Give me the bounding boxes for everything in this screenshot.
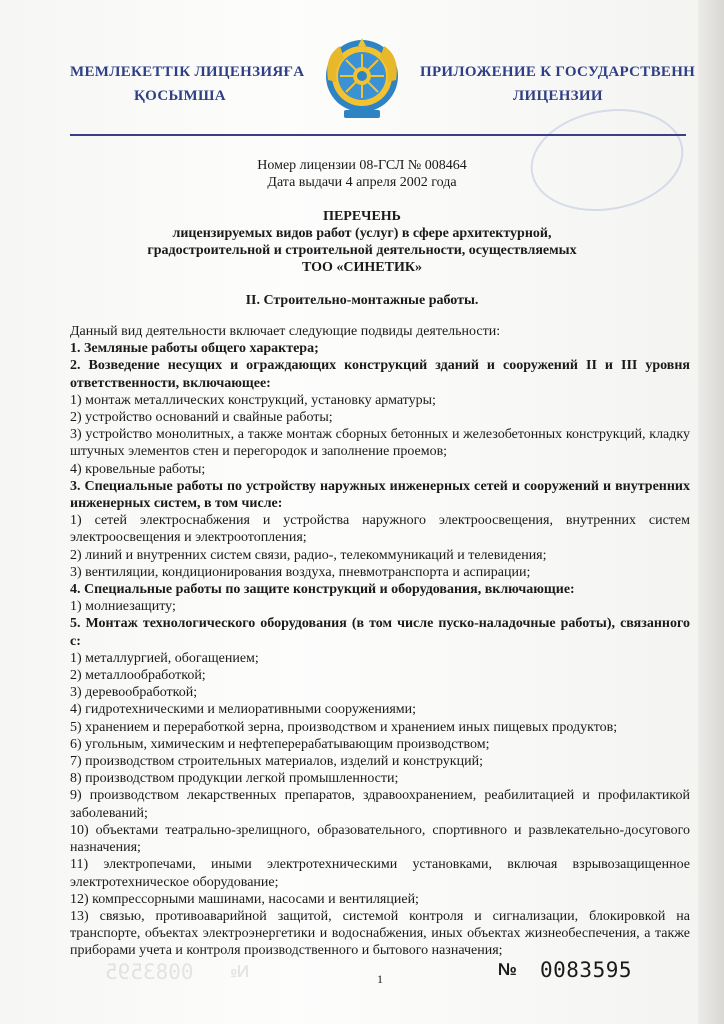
title-line3: градостроительной и строительной деятельности, осуществляемых (147, 243, 577, 258)
work-subitem: 3) вентиляции, кондиционирования воздуха, пневмотранспорта и аспирации; (70, 564, 531, 580)
document-title (0, 208, 724, 276)
serial-sign: № (498, 960, 517, 979)
title-line1: ПЕРЕЧЕНЬ (323, 209, 401, 224)
title-line4: ТОО «СИНЕТИК» (301, 260, 423, 275)
work-subitem: 12) компрессорными машинами, насосами и вентиляцией; (70, 891, 419, 907)
kazakhstan-emblem-icon (322, 36, 402, 124)
work-subitem: 5) хранением и переработкой зерна, производством и хранением иных пищевых продуктов; (70, 719, 618, 735)
page-number: 1 (377, 972, 383, 986)
work-category: 4. Специальные работы по защите конструкций и оборудования, включающие: (70, 582, 575, 598)
header-kz-line1: МЕМЛЕКЕТТІК ЛИЦЕНЗИЯҒА (70, 64, 305, 80)
page-edge-shadow (698, 0, 724, 1024)
work-subitem: 13) связью, противоаварийной защитой, системой контроля и сигнализации, блокировкой на транспорте, объектах электроэнергетики и водоснабжения, иных объектах жизнеобеспечения, а также приборами учета и контроля производственного и бытового назначения; (70, 908, 690, 959)
work-subitem: 1) сетей электроснабжения и устройства наружного электроосвещения, внутренних систем электроосвещения и электроотопления; (70, 513, 690, 546)
title-line2: лицензируемых видов работ (услуг) в сфере архитектурной, (172, 226, 552, 241)
bleed-through-serial: 0083595 (105, 960, 194, 984)
work-subitem: 11) электропечами, иными электротехническими установками, включая взрывозащищенное электротехническое оборудование; (70, 857, 690, 890)
work-subitem: 9) производством лекарственных препаратов, здравоохранением, реабилитацией и профилактикой заболеваний; (70, 788, 690, 821)
work-subitem: 6) угольным, химическим и нефтеперерабатывающим производством; (70, 736, 490, 752)
work-subitem: 3) деревообработкой; (70, 685, 198, 701)
header-divider (70, 134, 686, 136)
section-title: II. Строительно-монтажные работы. (245, 293, 479, 308)
section-intro: Данный вид деятельности включает следующие подвиды деятельности: (70, 324, 501, 339)
work-category: 5. Монтаж технологического оборудования (в том числе пуско-наладочные работы), связанного с: (70, 616, 690, 649)
work-category: 3. Специальные работы по устройству наружных инженерных сетей и сооружений и внутренних инженерных систем, в том числе: (70, 478, 690, 512)
license-number: Номер лицензии 08-ГСЛ № 008464 (257, 158, 467, 173)
work-subitem: 10) объектами театрально-зрелищного, образовательного, спортивного и развлекательно-досугового назначения; (70, 822, 690, 856)
work-list (70, 340, 690, 959)
header-ru-line1: ПРИЛОЖЕНИЕ К ГОСУДАРСТВЕНН (420, 64, 696, 80)
section-content (70, 323, 690, 960)
work-category: 1. Земляные работы общего характера; (70, 341, 319, 357)
work-subitem: 8) производством продукции легкой промышленности; (70, 771, 399, 787)
header-kz-line2: ҚОСЫМША (134, 88, 226, 104)
serial-number: 0083595 (540, 958, 633, 982)
header-ru-line2: ЛИЦЕНЗИИ (513, 88, 603, 104)
bleed-through-serial-sign: № (230, 962, 249, 981)
work-subitem: 1) металлургией, обогащением; (70, 650, 259, 666)
work-subitem: 4) гидротехническими и мелиоративными сооружениями; (70, 702, 417, 718)
work-subitem: 2) металлообработкой; (70, 668, 206, 684)
work-subitem: 1) монтаж металлических конструкций, установку арматуры; (70, 392, 436, 408)
work-subitem: 3) устройство монолитных, а также монтаж сборных бетонных и железобетонных конструкций, кладку штучных элементов стен и перегородок и заполнение проемов; (70, 427, 690, 460)
work-category: 2. Возведение несущих и ограждающих конструкций зданий и сооружений II и III уровня ответственности, включающее: (70, 358, 690, 391)
work-subitem: 2) устройство оснований и свайные работы; (70, 410, 333, 426)
work-subitem: 1) молниезащиту; (70, 599, 176, 615)
issue-date: Дата выдачи 4 апреля 2002 года (267, 175, 457, 190)
work-subitem: 7) производством строительных материалов, изделий и конструкций; (70, 754, 483, 770)
work-subitem: 4) кровельные работы; (70, 461, 206, 477)
work-subitem: 2) линий и внутренних систем связи, радио-, телекоммуникаций и телевидения; (70, 547, 547, 563)
